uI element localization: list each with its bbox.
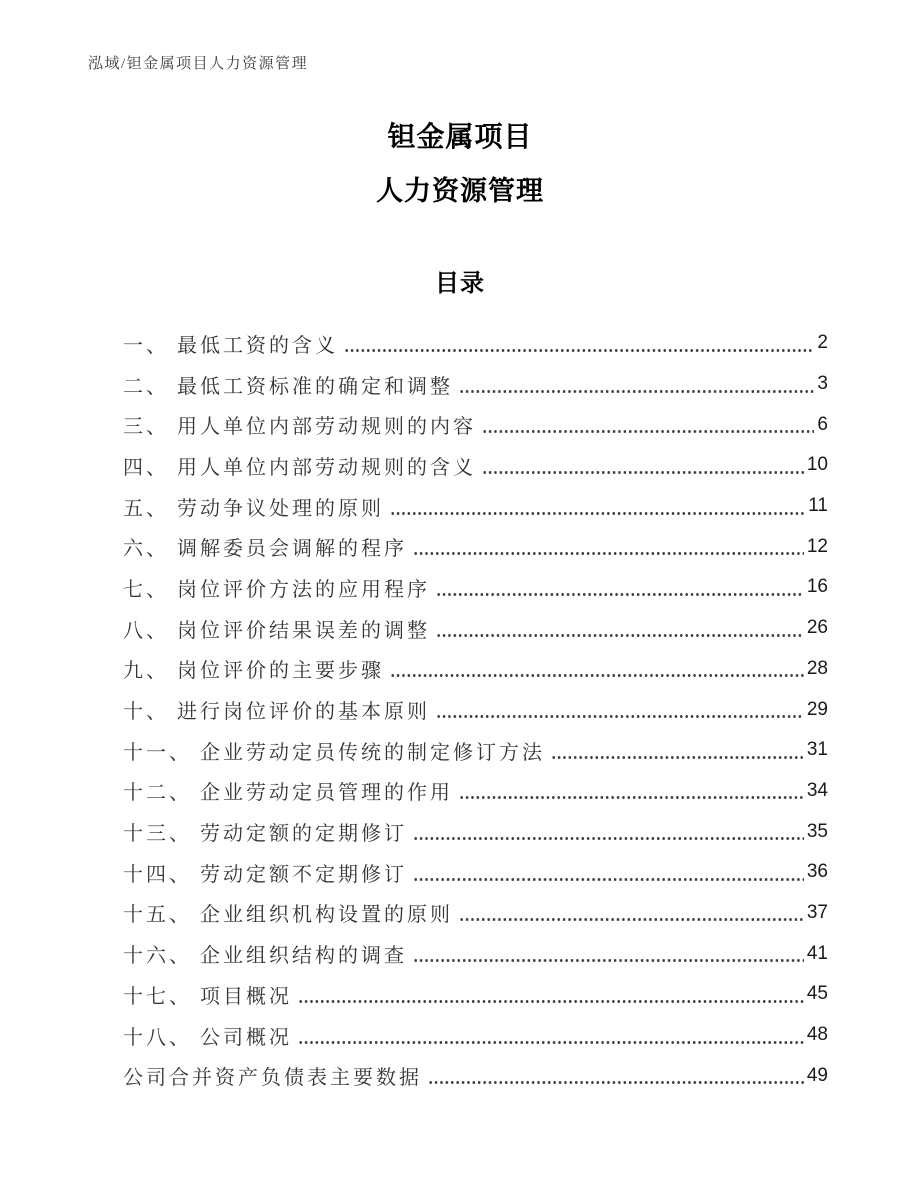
toc-entry[interactable] — [123, 852, 828, 893]
toc-dot-leader — [459, 390, 814, 393]
document-title-line1: 钽金属项目 — [387, 121, 533, 152]
toc-entry-number: 十、 — [123, 701, 169, 724]
toc-dot-leader — [413, 837, 804, 840]
toc-entry-number: 十三、 — [123, 823, 192, 846]
toc-entry-page: 3 — [817, 373, 828, 395]
toc-entry-label: 劳动定额不定期修订 — [200, 863, 407, 886]
toc-dot-leader — [436, 593, 804, 596]
toc-dot-leader — [413, 878, 804, 881]
toc-entry[interactable] — [123, 567, 828, 608]
toc-entry-label: 企业劳动定员管理的作用 — [200, 782, 453, 805]
toc-entry-label: 公司概况 — [200, 1026, 292, 1049]
toc-dot-leader — [390, 674, 804, 677]
toc-entry-label: 岗位评价的主要步骤 — [177, 660, 384, 683]
toc-entry-label: 岗位评价结果误差的调整 — [177, 619, 430, 642]
toc-entry-page: 36 — [806, 861, 828, 883]
toc-entry-label: 最低工资标准的确定和调整 — [177, 375, 453, 398]
toc-entry-label: 进行岗位评价的基本原则 — [177, 701, 430, 724]
toc-entry-page: 28 — [806, 657, 828, 679]
toc-entry-number: 十五、 — [123, 904, 192, 927]
toc-entry-page: 37 — [806, 901, 828, 923]
toc-entry-number: 二、 — [123, 375, 169, 398]
toc-entry-number: 十八、 — [123, 1026, 192, 1049]
toc-entry-label: 用人单位内部劳动规则的含义 — [177, 456, 476, 479]
toc-dot-leader — [436, 634, 804, 637]
toc-entry-page: 31 — [806, 739, 828, 761]
document-title-line2: 人力资源管理 — [376, 176, 544, 206]
toc-entry-page: 16 — [806, 576, 828, 598]
toc-dot-leader — [459, 796, 804, 799]
toc-dot-leader — [459, 918, 804, 921]
toc-entry-page: 49 — [806, 1064, 828, 1086]
toc-entry[interactable] — [123, 1015, 828, 1056]
toc-entry[interactable] — [123, 649, 828, 690]
toc-dot-leader — [413, 552, 804, 555]
toc-entry-page: 35 — [806, 820, 828, 842]
toc-entry[interactable] — [123, 323, 828, 364]
toc-entry-label: 企业劳动定员传统的制定修订方法 — [200, 741, 545, 764]
toc-entry-label: 公司合并资产负债表主要数据 — [123, 1067, 422, 1090]
toc-entry[interactable] — [123, 486, 828, 527]
toc-entry-label: 企业组织结构的调查 — [200, 945, 407, 968]
toc-entry-label: 劳动争议处理的原则 — [177, 497, 384, 520]
toc-entry-number: 六、 — [123, 538, 169, 561]
toc-entry-number: 十四、 — [123, 863, 192, 886]
toc-entry-number: 八、 — [123, 619, 169, 642]
toc-dot-leader — [298, 1041, 804, 1044]
toc-entry[interactable] — [123, 811, 828, 852]
toc-entry-label: 劳动定额的定期修订 — [200, 823, 407, 846]
toc-entry[interactable] — [123, 526, 828, 567]
toc-dot-leader — [482, 430, 814, 433]
toc-entry[interactable] — [123, 689, 828, 730]
toc-entry-page: 10 — [806, 454, 828, 476]
toc-entry[interactable] — [123, 893, 828, 934]
toc-entry-label: 企业组织机构设置的原则 — [200, 904, 453, 927]
toc-entry-number: 三、 — [123, 416, 169, 439]
toc-entry-number: 一、 — [123, 334, 169, 357]
toc-entry-label: 用人单位内部劳动规则的内容 — [177, 416, 476, 439]
toc-entry-number: 十一、 — [123, 741, 192, 764]
toc-heading: 目录 — [435, 270, 485, 297]
toc-dot-leader — [482, 471, 804, 474]
toc-entry-label: 调解委员会调解的程序 — [177, 538, 407, 561]
toc-entry[interactable] — [123, 730, 828, 771]
toc-dot-leader — [551, 756, 804, 759]
toc-entry-page: 48 — [806, 1024, 828, 1046]
toc-entry-page: 12 — [806, 535, 828, 557]
toc-list — [123, 323, 828, 1096]
toc-entry[interactable] — [123, 933, 828, 974]
toc-entry[interactable] — [123, 445, 828, 486]
toc-entry[interactable] — [123, 364, 828, 405]
toc-entry[interactable] — [123, 608, 828, 649]
toc-entry-number: 十七、 — [123, 985, 192, 1008]
toc-entry-number: 七、 — [123, 578, 169, 601]
toc-entry-page: 41 — [806, 942, 828, 964]
toc-entry-page: 6 — [817, 413, 828, 435]
toc-entry-label: 岗位评价方法的应用程序 — [177, 578, 430, 601]
toc-entry-page: 45 — [806, 983, 828, 1005]
toc-entry-page: 26 — [806, 617, 828, 639]
toc-entry-label: 最低工资的含义 — [177, 334, 338, 357]
toc-dot-leader — [413, 959, 804, 962]
toc-dot-leader — [428, 1081, 804, 1084]
toc-entry[interactable] — [123, 404, 828, 445]
toc-dot-leader — [298, 1000, 804, 1003]
toc-entry-page: 29 — [806, 698, 828, 720]
toc-entry-number: 十六、 — [123, 945, 192, 968]
toc-entry-number: 十二、 — [123, 782, 192, 805]
document-header: 泓域/钽金属项目人力资源管理 — [88, 56, 309, 72]
toc-entry-number: 五、 — [123, 497, 169, 520]
toc-entry-page: 11 — [808, 495, 828, 517]
toc-entry[interactable] — [123, 771, 828, 812]
toc-entry-page: 2 — [817, 332, 828, 354]
toc-entry-page: 34 — [806, 779, 828, 801]
toc-dot-leader — [390, 512, 805, 515]
toc-entry-number: 四、 — [123, 456, 169, 479]
toc-entry[interactable] — [123, 974, 828, 1015]
toc-entry[interactable] — [123, 1055, 828, 1096]
toc-entry-label: 项目概况 — [200, 985, 292, 1008]
toc-entry-number: 九、 — [123, 660, 169, 683]
toc-dot-leader — [344, 349, 814, 352]
toc-dot-leader — [436, 715, 804, 718]
